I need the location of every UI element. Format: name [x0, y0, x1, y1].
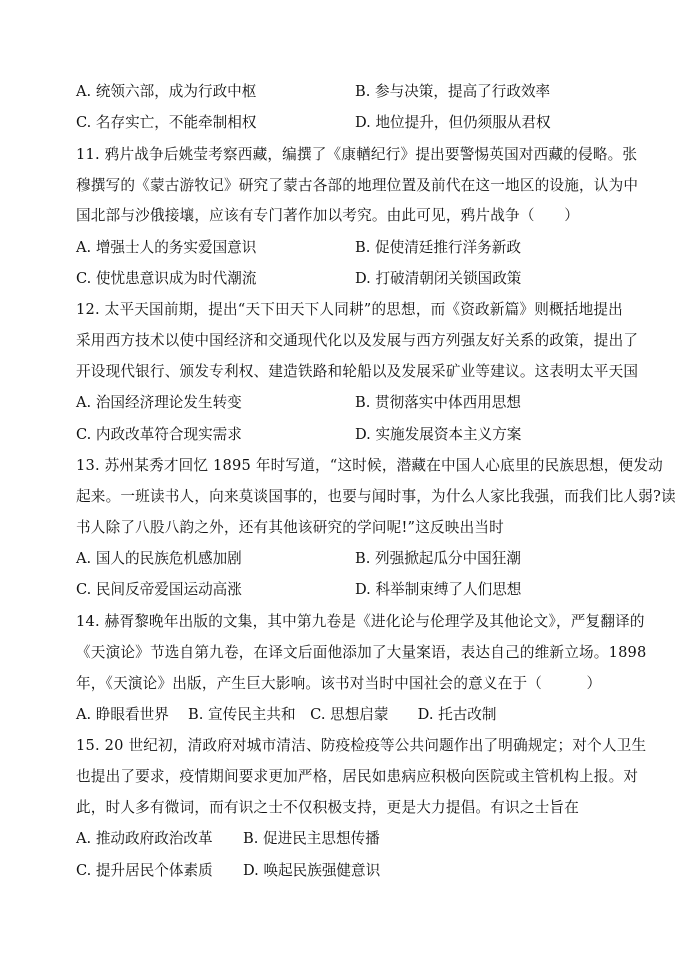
q13-stem-line-2: 起来。一班读书人，向来莫谈国事的，也要与闻时事，为什么人家比我强，而我们比人弱?读 — [76, 488, 676, 505]
q12-option-c: C. 内政改革符合现实需求 — [76, 426, 242, 443]
q15-stem-line-3: 此，时人多有微词，而有识之士不仅积极支持，更是大力提倡。有识之士旨在 — [76, 799, 579, 816]
q15-option-d: D. 唤起民族强健意识 — [243, 862, 381, 879]
q10-option-a: A. 统领六部，成为行政中枢 — [76, 83, 257, 100]
q12-stem-line-1: 12. 太平天国前期，提出“天下田天下人同耕”的思想，而《资政新篇》则概括地提出 — [76, 301, 623, 318]
q12-option-d: D. 实施发展资本主义方案 — [355, 426, 522, 443]
q12-stem-line-3: 开设现代银行、颁发专利权、建造铁路和轮船以及发展采矿业等建议。这表明太平天国 — [76, 363, 639, 380]
q15-option-c: C. 提升居民个体素质 — [76, 862, 213, 879]
q13-option-c: C. 民间反帝爱国运动高涨 — [76, 581, 242, 598]
q10-option-c: C. 名存实亡，不能牵制相权 — [76, 114, 257, 131]
q11-stem-line-3: 国北部与沙俄接壤，应该有专门著作加以考究。由此可见，鸦片战争（ ） — [76, 207, 579, 224]
q13-stem-line-3: 书人除了八股八韵之外，还有其他该研究的学问呢!”这反映出当时 — [76, 519, 504, 536]
q15-stem-line-2: 也提出了要求，疫情期间要求更加严格，居民如患病应积极向医院或主管机构上报。对 — [76, 768, 639, 785]
q12-stem-line-2: 采用西方技术以使中国经济和交通现代化以及发展与西方列强友好关系的政策，提出了 — [76, 332, 639, 349]
q15-option-b: B. 促进民主思想传播 — [243, 830, 380, 847]
q15-option-a: A. 推动政府政治改革 — [76, 830, 213, 847]
q14-stem-line-3: 年，《天演论》出版，产生巨大影响。该书对当时中国社会的意义在于（ ） — [76, 675, 602, 692]
q13-option-d: D. 科举制束缚了人们思想 — [355, 581, 522, 598]
q14-stem-line-1: 14. 赫胥黎晚年出版的文集，其中第九卷是《进化论与伦理学及其他论文》，严复翻译的 — [76, 613, 645, 630]
q11-option-c: C. 使忧患意识成为时代潮流 — [76, 270, 257, 287]
q11-stem-line-1: 11. 鸦片战争后姚莹考察西藏，编撰了《康輶纪行》提出要警惕英国对西藏的侵略。张 — [76, 146, 638, 163]
q13-stem-line-1: 13. 苏州某秀才回忆 1895 年时写道，“这时候，潜藏在中国人心底里的民族思想，便发动 — [76, 457, 663, 474]
q11-option-b: B. 促使清廷推行洋务新政 — [355, 239, 521, 256]
q10-option-d: D. 地位提升，但仍须服从君权 — [355, 114, 551, 131]
q11-stem-line-2: 穆撰写的《蒙古游牧记》研究了蒙古各部的地理位置及前代在这一地区的设施，认为中 — [76, 177, 639, 194]
q12-option-a: A. 治国经济理论发生转变 — [76, 394, 242, 411]
q14-options: A. 睁眼看世界 B. 宣传民主共和 C. 思想启蒙 D. 托古改制 — [76, 706, 497, 723]
q11-option-a: A. 增强士人的务实爱国意识 — [76, 239, 257, 256]
q14-stem-line-2: 《天演论》节选自第九卷，在译文后面他添加了大量案语，表达自己的维新立场。1898 — [76, 644, 647, 661]
q12-option-b: B. 贯彻落实中体西用思想 — [355, 394, 521, 411]
q13-option-a: A. 国人的民族危机感加剧 — [76, 550, 242, 567]
q10-option-b: B. 参与决策，提高了行政效率 — [355, 83, 551, 100]
q13-option-b: B. 列强掀起瓜分中国狂潮 — [355, 550, 521, 567]
q15-stem-line-1: 15. 20 世纪初，清政府对城市清洁、防疫检疫等公共问题作出了明确规定；对个人卫生 — [76, 737, 647, 754]
q11-option-d: D. 打破清朝闭关锁国政策 — [355, 270, 522, 287]
